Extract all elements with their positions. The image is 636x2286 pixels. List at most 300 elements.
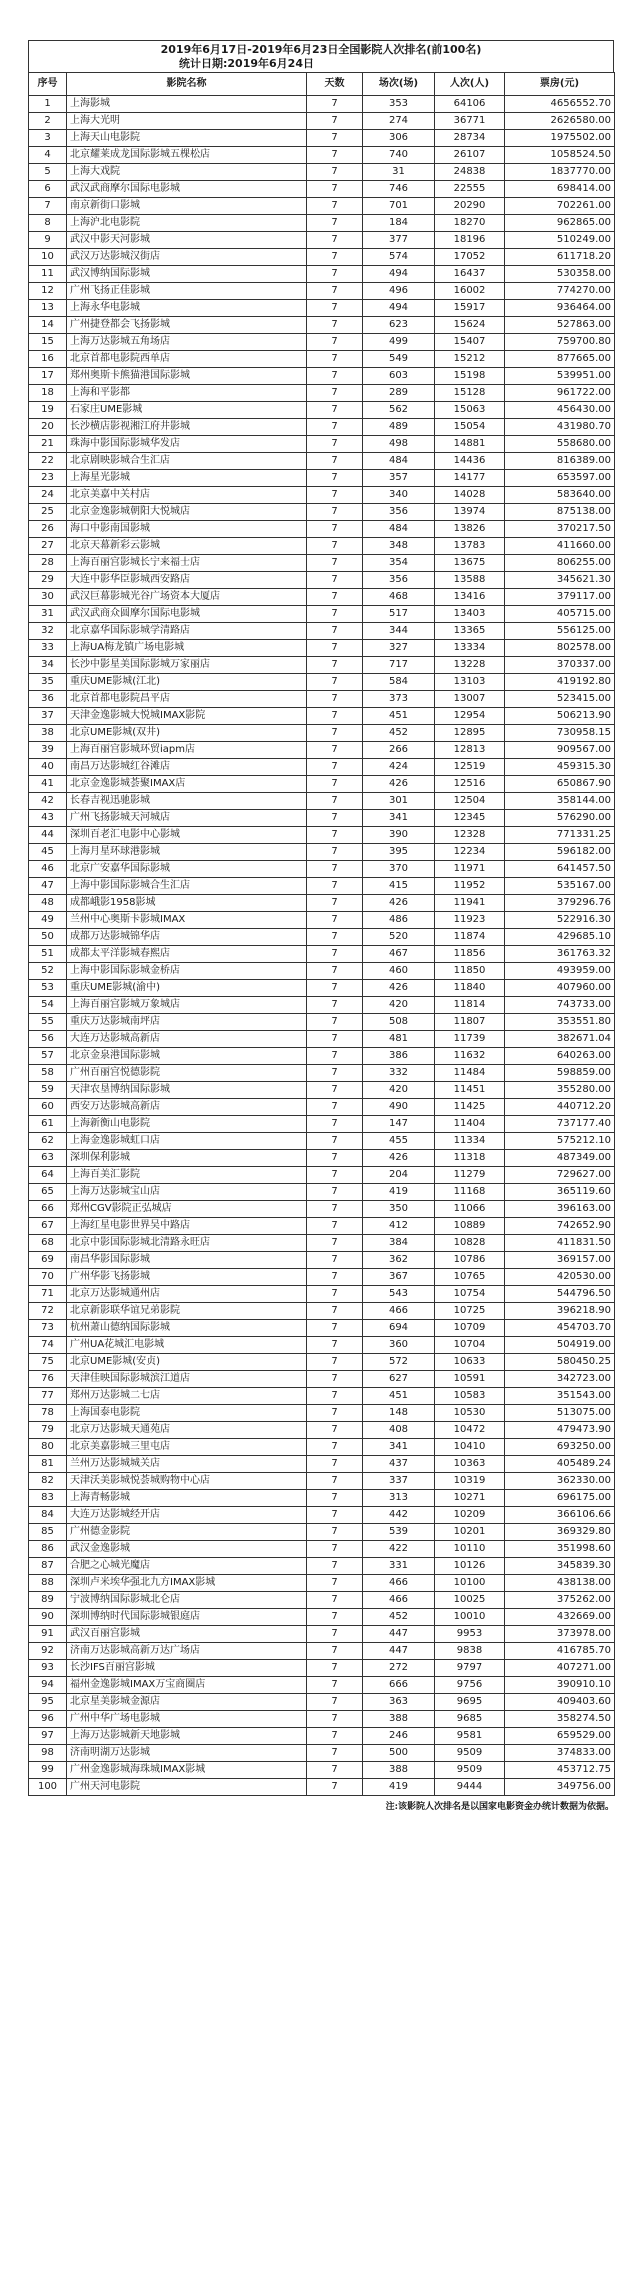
cell-box-office: 527863.00	[505, 317, 615, 334]
cell-box-office: 411831.50	[505, 1235, 615, 1252]
cell-rank: 71	[29, 1286, 67, 1303]
table-row	[29, 878, 615, 895]
cell-cinema-name: 长沙中影星美国际影城万家丽店	[67, 657, 307, 674]
cell-days: 7	[307, 912, 363, 929]
cell-screenings: 499	[363, 334, 435, 351]
cell-rank: 85	[29, 1524, 67, 1541]
cell-cinema-name: 大连中影华臣影城西安路店	[67, 572, 307, 589]
cell-days: 7	[307, 1575, 363, 1592]
cell-days: 7	[307, 1184, 363, 1201]
cell-rank: 55	[29, 1014, 67, 1031]
cell-admissions: 22555	[435, 181, 505, 198]
cell-screenings: 426	[363, 980, 435, 997]
cell-box-office: 659529.00	[505, 1728, 615, 1745]
cell-days: 7	[307, 334, 363, 351]
cell-rank: 57	[29, 1048, 67, 1065]
cell-admissions: 10410	[435, 1439, 505, 1456]
cell-screenings: 390	[363, 827, 435, 844]
table-row	[29, 1711, 615, 1728]
cell-admissions: 9695	[435, 1694, 505, 1711]
cell-cinema-name: 天津佳映国际影城滨江道店	[67, 1371, 307, 1388]
cell-screenings: 363	[363, 1694, 435, 1711]
cell-admissions: 15917	[435, 300, 505, 317]
cell-screenings: 498	[363, 436, 435, 453]
cell-days: 7	[307, 1745, 363, 1762]
cell-admissions: 10110	[435, 1541, 505, 1558]
table-row	[29, 334, 615, 351]
cell-box-office: 583640.00	[505, 487, 615, 504]
cell-screenings: 337	[363, 1473, 435, 1490]
cell-admissions: 10530	[435, 1405, 505, 1422]
cell-box-office: 369329.80	[505, 1524, 615, 1541]
cell-admissions: 18196	[435, 232, 505, 249]
cell-days: 7	[307, 215, 363, 232]
cell-box-office: 405715.00	[505, 606, 615, 623]
footnote: 注:该影院人次排名是以国家电影资金办统计数据为依据。	[385, 1802, 614, 1812]
cell-days: 7	[307, 1524, 363, 1541]
cell-days: 7	[307, 1048, 363, 1065]
table-row	[29, 1150, 615, 1167]
cell-cinema-name: 上海永华电影城	[67, 300, 307, 317]
cell-screenings: 447	[363, 1643, 435, 1660]
cell-rank: 4	[29, 147, 67, 164]
cell-box-office: 429685.10	[505, 929, 615, 946]
table-row	[29, 1116, 615, 1133]
table-row	[29, 725, 615, 742]
column-header-rank: 序号	[29, 73, 67, 96]
cell-box-office: 961722.00	[505, 385, 615, 402]
cell-screenings: 455	[363, 1133, 435, 1150]
cell-box-office: 558680.00	[505, 436, 615, 453]
cell-screenings: 360	[363, 1337, 435, 1354]
cell-rank: 9	[29, 232, 67, 249]
cell-cinema-name: 成都太平洋影城春熙店	[67, 946, 307, 963]
cell-screenings: 746	[363, 181, 435, 198]
cell-box-office: 802578.00	[505, 640, 615, 657]
cell-cinema-name: 深圳博纳时代国际影城银庭店	[67, 1609, 307, 1626]
cell-screenings: 373	[363, 691, 435, 708]
cell-cinema-name: 福州金逸影城IMAX万宝商圈店	[67, 1677, 307, 1694]
cell-box-office: 641457.50	[505, 861, 615, 878]
cell-days: 7	[307, 589, 363, 606]
cell-cinema-name: 广州飞扬正佳影城	[67, 283, 307, 300]
table-row	[29, 759, 615, 776]
cell-admissions: 11484	[435, 1065, 505, 1082]
cell-days: 7	[307, 1422, 363, 1439]
table-row	[29, 130, 615, 147]
cell-box-office: 729627.00	[505, 1167, 615, 1184]
cell-cinema-name: 北京剧映影城合生汇店	[67, 453, 307, 470]
cell-cinema-name: 上海百丽宫影城万象城店	[67, 997, 307, 1014]
cell-rank: 49	[29, 912, 67, 929]
cell-days: 7	[307, 1320, 363, 1337]
cell-days: 7	[307, 1388, 363, 1405]
cell-days: 7	[307, 1303, 363, 1320]
cell-cinema-name: 北京广安嘉华国际影城	[67, 861, 307, 878]
cell-rank: 53	[29, 980, 67, 997]
cell-screenings: 549	[363, 351, 435, 368]
cell-days: 7	[307, 1541, 363, 1558]
cell-box-office: 510249.00	[505, 232, 615, 249]
cell-rank: 15	[29, 334, 67, 351]
cell-screenings: 356	[363, 572, 435, 589]
table-row	[29, 1643, 615, 1660]
cell-admissions: 16002	[435, 283, 505, 300]
table-row	[29, 1082, 615, 1099]
cell-days: 7	[307, 385, 363, 402]
cell-box-office: 2626580.00	[505, 113, 615, 130]
cell-admissions: 15128	[435, 385, 505, 402]
cell-days: 7	[307, 1252, 363, 1269]
cell-screenings: 415	[363, 878, 435, 895]
cell-admissions: 36771	[435, 113, 505, 130]
cell-admissions: 15198	[435, 368, 505, 385]
cell-screenings: 494	[363, 300, 435, 317]
cell-box-office: 596182.00	[505, 844, 615, 861]
cell-screenings: 184	[363, 215, 435, 232]
cell-admissions: 10126	[435, 1558, 505, 1575]
cell-rank: 73	[29, 1320, 67, 1337]
table-row	[29, 1184, 615, 1201]
cell-admissions: 11739	[435, 1031, 505, 1048]
cell-rank: 43	[29, 810, 67, 827]
cell-rank: 2	[29, 113, 67, 130]
cell-cinema-name: 上海新衡山电影院	[67, 1116, 307, 1133]
cell-box-office: 556125.00	[505, 623, 615, 640]
cell-cinema-name: 北京新影联华谊兄弟影院	[67, 1303, 307, 1320]
table-row	[29, 453, 615, 470]
table-row	[29, 1133, 615, 1150]
cell-rank: 86	[29, 1541, 67, 1558]
cell-admissions: 10271	[435, 1490, 505, 1507]
cell-screenings: 517	[363, 606, 435, 623]
cell-box-office: 379117.00	[505, 589, 615, 606]
table-row	[29, 181, 615, 198]
cell-admissions: 11941	[435, 895, 505, 912]
cell-rank: 8	[29, 215, 67, 232]
cell-box-office: 370337.00	[505, 657, 615, 674]
cell-cinema-name: 北京耀莱成龙国际影城五棵松店	[67, 147, 307, 164]
cell-days: 7	[307, 283, 363, 300]
cell-cinema-name: 深圳百老汇电影中心影城	[67, 827, 307, 844]
cell-screenings: 357	[363, 470, 435, 487]
table-row	[29, 1031, 615, 1048]
cell-admissions: 13783	[435, 538, 505, 555]
table-row	[29, 487, 615, 504]
cell-admissions: 9685	[435, 1711, 505, 1728]
cell-box-office: 345839.30	[505, 1558, 615, 1575]
column-header-admissions: 人次(人)	[435, 73, 505, 96]
cell-rank: 38	[29, 725, 67, 742]
cell-admissions: 9953	[435, 1626, 505, 1643]
cell-rank: 78	[29, 1405, 67, 1422]
cell-screenings: 494	[363, 266, 435, 283]
cell-screenings: 460	[363, 963, 435, 980]
cell-rank: 83	[29, 1490, 67, 1507]
table-row	[29, 538, 615, 555]
table-row	[29, 623, 615, 640]
cell-box-office: 693250.00	[505, 1439, 615, 1456]
cell-box-office: 504919.00	[505, 1337, 615, 1354]
cell-admissions: 9797	[435, 1660, 505, 1677]
cell-screenings: 451	[363, 708, 435, 725]
cell-admissions: 11632	[435, 1048, 505, 1065]
cell-rank: 51	[29, 946, 67, 963]
cell-admissions: 10786	[435, 1252, 505, 1269]
cell-box-office: 653597.00	[505, 470, 615, 487]
cell-cinema-name: 武汉巨幕影城光谷广场资本大厦店	[67, 589, 307, 606]
cell-rank: 30	[29, 589, 67, 606]
cell-screenings: 274	[363, 113, 435, 130]
cell-rank: 79	[29, 1422, 67, 1439]
cell-box-office: 369157.00	[505, 1252, 615, 1269]
cell-box-office: 598859.00	[505, 1065, 615, 1082]
cell-cinema-name: 北京美嘉中关村店	[67, 487, 307, 504]
cell-days: 7	[307, 1694, 363, 1711]
cell-days: 7	[307, 1031, 363, 1048]
cell-cinema-name: 上海中影国际影城合生汇店	[67, 878, 307, 895]
table-row	[29, 215, 615, 232]
cell-cinema-name: 上海中影国际影城金桥店	[67, 963, 307, 980]
cell-box-office: 379296.76	[505, 895, 615, 912]
cell-cinema-name: 天津金逸影城大悦城IMAX影院	[67, 708, 307, 725]
table-row	[29, 232, 615, 249]
cell-cinema-name: 广州中华广场电影城	[67, 1711, 307, 1728]
cell-rank: 23	[29, 470, 67, 487]
cell-days: 7	[307, 1439, 363, 1456]
cell-admissions: 15212	[435, 351, 505, 368]
column-header-days: 天数	[307, 73, 363, 96]
cell-admissions: 20290	[435, 198, 505, 215]
cell-box-office: 420530.00	[505, 1269, 615, 1286]
cell-admissions: 10100	[435, 1575, 505, 1592]
cell-cinema-name: 兰州中心奥斯卡影城IMAX	[67, 912, 307, 929]
cell-days: 7	[307, 1507, 363, 1524]
cell-screenings: 489	[363, 419, 435, 436]
cell-screenings: 313	[363, 1490, 435, 1507]
cell-screenings: 623	[363, 317, 435, 334]
table-row	[29, 249, 615, 266]
cell-box-office: 580450.25	[505, 1354, 615, 1371]
cell-cinema-name: 武汉武商摩尔国际电影城	[67, 181, 307, 198]
cell-box-office: 523415.00	[505, 691, 615, 708]
cell-admissions: 10633	[435, 1354, 505, 1371]
cell-cinema-name: 上海万达影城新天地影城	[67, 1728, 307, 1745]
cell-cinema-name: 上海百丽宫影城环贸iapm店	[67, 742, 307, 759]
table-row	[29, 1099, 615, 1116]
table-row	[29, 1354, 615, 1371]
cell-rank: 25	[29, 504, 67, 521]
cell-admissions: 11952	[435, 878, 505, 895]
cell-days: 7	[307, 1626, 363, 1643]
cell-box-office: 358274.50	[505, 1711, 615, 1728]
cell-rank: 39	[29, 742, 67, 759]
cell-cinema-name: 郑州CGV影院正弘城店	[67, 1201, 307, 1218]
cell-box-office: 362330.00	[505, 1473, 615, 1490]
cell-cinema-name: 广州天河电影院	[67, 1779, 307, 1796]
cell-screenings: 354	[363, 555, 435, 572]
cell-admissions: 16437	[435, 266, 505, 283]
cell-rank: 1	[29, 96, 67, 113]
cell-box-office: 875138.00	[505, 504, 615, 521]
cell-admissions: 9581	[435, 1728, 505, 1745]
cell-screenings: 377	[363, 232, 435, 249]
table-row	[29, 640, 615, 657]
cell-admissions: 17052	[435, 249, 505, 266]
cell-screenings: 408	[363, 1422, 435, 1439]
cell-cinema-name: 北京中影国际影城北清路永旺店	[67, 1235, 307, 1252]
cell-rank: 74	[29, 1337, 67, 1354]
cell-screenings: 666	[363, 1677, 435, 1694]
cell-days: 7	[307, 1133, 363, 1150]
cell-cinema-name: 济南万达影城高新万达广场店	[67, 1643, 307, 1660]
cell-cinema-name: 北京首都电影院昌平店	[67, 691, 307, 708]
cell-days: 7	[307, 351, 363, 368]
cell-screenings: 437	[363, 1456, 435, 1473]
cell-cinema-name: 大连万达影城经开店	[67, 1507, 307, 1524]
cell-box-office: 374833.00	[505, 1745, 615, 1762]
cell-screenings: 717	[363, 657, 435, 674]
cell-days: 7	[307, 793, 363, 810]
table-row	[29, 436, 615, 453]
cell-rank: 5	[29, 164, 67, 181]
cell-box-office: 640263.00	[505, 1048, 615, 1065]
cell-box-office: 366106.66	[505, 1507, 615, 1524]
cell-rank: 89	[29, 1592, 67, 1609]
cell-rank: 42	[29, 793, 67, 810]
table-row	[29, 300, 615, 317]
cell-admissions: 12234	[435, 844, 505, 861]
cell-rank: 100	[29, 1779, 67, 1796]
cell-rank: 29	[29, 572, 67, 589]
cell-days: 7	[307, 963, 363, 980]
cell-box-office: 409403.60	[505, 1694, 615, 1711]
cell-box-office: 375262.00	[505, 1592, 615, 1609]
cell-box-office: 361763.32	[505, 946, 615, 963]
cell-rank: 82	[29, 1473, 67, 1490]
cell-rank: 90	[29, 1609, 67, 1626]
cell-admissions: 10828	[435, 1235, 505, 1252]
cell-rank: 62	[29, 1133, 67, 1150]
cell-rank: 35	[29, 674, 67, 691]
cell-days: 7	[307, 113, 363, 130]
cell-admissions: 9509	[435, 1762, 505, 1779]
cell-cinema-name: 杭州萧山德纳国际影城	[67, 1320, 307, 1337]
cell-days: 7	[307, 232, 363, 249]
statistics-date: 统计日期:2019年6月24日	[179, 57, 314, 70]
table-row	[29, 1269, 615, 1286]
cell-rank: 36	[29, 691, 67, 708]
cell-days: 7	[307, 776, 363, 793]
cell-box-office: 730958.15	[505, 725, 615, 742]
cell-screenings: 348	[363, 538, 435, 555]
cell-cinema-name: 上海UA梅龙镇广场电影城	[67, 640, 307, 657]
table-row	[29, 351, 615, 368]
cell-screenings: 344	[363, 623, 435, 640]
cell-screenings: 350	[363, 1201, 435, 1218]
cell-screenings: 481	[363, 1031, 435, 1048]
cell-admissions: 24838	[435, 164, 505, 181]
table-row	[29, 810, 615, 827]
cell-days: 7	[307, 538, 363, 555]
cell-admissions: 10754	[435, 1286, 505, 1303]
cell-box-office: 544796.50	[505, 1286, 615, 1303]
cell-cinema-name: 郑州奥斯卡熊猫港国际影城	[67, 368, 307, 385]
cell-days: 7	[307, 1167, 363, 1184]
cell-admissions: 10319	[435, 1473, 505, 1490]
table-row	[29, 555, 615, 572]
table-row	[29, 1728, 615, 1745]
cell-screenings: 694	[363, 1320, 435, 1337]
cell-admissions: 13007	[435, 691, 505, 708]
cell-box-office: 650867.90	[505, 776, 615, 793]
cell-screenings: 467	[363, 946, 435, 963]
cell-cinema-name: 广州华影飞扬影城	[67, 1269, 307, 1286]
cell-days: 7	[307, 300, 363, 317]
cell-cinema-name: 北京金逸影城荟聚IMAX店	[67, 776, 307, 793]
table-row	[29, 1048, 615, 1065]
cell-cinema-name: 长春吉视迅驰影城	[67, 793, 307, 810]
page-title: 2019年6月17日-2019年6月23日全国影院人次排名(前100名)	[160, 43, 482, 56]
cell-rank: 16	[29, 351, 67, 368]
cell-cinema-name: 北京星美影城金源店	[67, 1694, 307, 1711]
cell-cinema-name: 北京首都电影院西单店	[67, 351, 307, 368]
cell-rank: 65	[29, 1184, 67, 1201]
cell-box-office: 353551.80	[505, 1014, 615, 1031]
cell-screenings: 331	[363, 1558, 435, 1575]
cell-rank: 34	[29, 657, 67, 674]
cell-box-office: 459315.30	[505, 759, 615, 776]
cell-admissions: 13588	[435, 572, 505, 589]
table-row	[29, 113, 615, 130]
cell-cinema-name: 上海影城	[67, 96, 307, 113]
cell-rank: 77	[29, 1388, 67, 1405]
cell-rank: 3	[29, 130, 67, 147]
cell-admissions: 9509	[435, 1745, 505, 1762]
cell-cinema-name: 上海月星环球港影城	[67, 844, 307, 861]
cell-cinema-name: 北京嘉华国际影城学清路店	[67, 623, 307, 640]
cell-rank: 94	[29, 1677, 67, 1694]
cell-cinema-name: 广州金逸影城海珠城IMAX影城	[67, 1762, 307, 1779]
cell-admissions: 12895	[435, 725, 505, 742]
cell-admissions: 11971	[435, 861, 505, 878]
table-row	[29, 980, 615, 997]
cell-admissions: 11425	[435, 1099, 505, 1116]
cell-box-office: 351998.60	[505, 1541, 615, 1558]
cell-screenings: 327	[363, 640, 435, 657]
cell-screenings: 204	[363, 1167, 435, 1184]
cell-screenings: 451	[363, 1388, 435, 1405]
cell-days: 7	[307, 742, 363, 759]
cell-days: 7	[307, 249, 363, 266]
table-row	[29, 164, 615, 181]
column-header-box-office: 票房(元)	[505, 73, 615, 96]
table-row	[29, 96, 615, 113]
cell-rank: 27	[29, 538, 67, 555]
cell-rank: 7	[29, 198, 67, 215]
cell-days: 7	[307, 895, 363, 912]
cell-admissions: 14881	[435, 436, 505, 453]
cell-days: 7	[307, 810, 363, 827]
cell-cinema-name: 上海红星电影世界吴中路店	[67, 1218, 307, 1235]
cell-days: 7	[307, 1779, 363, 1796]
cell-screenings: 543	[363, 1286, 435, 1303]
cell-days: 7	[307, 1235, 363, 1252]
cell-rank: 80	[29, 1439, 67, 1456]
cell-admissions: 10209	[435, 1507, 505, 1524]
cell-days: 7	[307, 929, 363, 946]
cell-screenings: 272	[363, 1660, 435, 1677]
